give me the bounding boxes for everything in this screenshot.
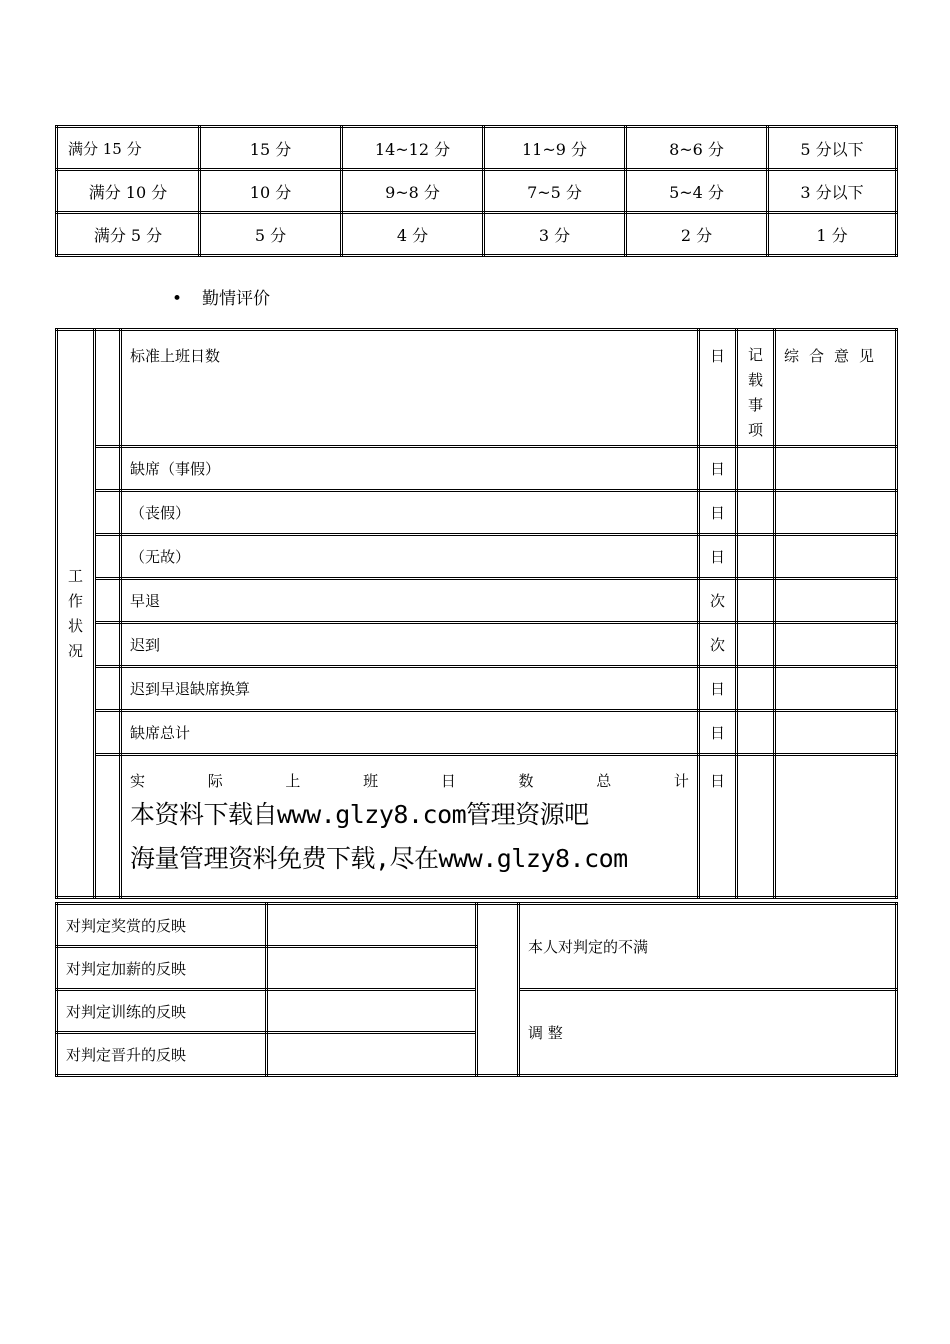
- score-cell: 14~12 分: [342, 127, 484, 170]
- attendance-row: [57, 330, 897, 447]
- score-cell: 5 分以下: [768, 127, 897, 170]
- row-label: 迟到早退缺席换算: [121, 667, 699, 711]
- score-row: [57, 127, 897, 170]
- spacer-cell: [477, 904, 519, 1076]
- score-cell: 5~4 分: [626, 170, 768, 213]
- blank-cell: [95, 535, 121, 579]
- score-cell: 10 分: [200, 170, 342, 213]
- reaction-value: [267, 904, 477, 947]
- blank-cell: [95, 667, 121, 711]
- score-label: 满分 5 分: [57, 213, 200, 256]
- score-cell: 2 分: [626, 213, 768, 256]
- record-char: 记: [747, 346, 763, 364]
- total-char: 计: [673, 772, 689, 790]
- score-cell: 4 分: [342, 213, 484, 256]
- attendance-row: [57, 711, 897, 755]
- record-cell: [737, 491, 775, 535]
- row-unit: 日: [699, 330, 737, 447]
- attendance-row: [57, 491, 897, 535]
- attendance-table: [55, 328, 898, 899]
- row-label: 早退: [121, 579, 699, 623]
- total-char: 日: [440, 772, 456, 790]
- record-char: 项: [747, 421, 763, 439]
- total-days-label: [130, 770, 697, 791]
- row-unit: 日: [699, 535, 737, 579]
- blank-cell: [95, 447, 121, 491]
- reaction-row: [57, 904, 897, 947]
- reaction-label: 对判定训练的反映: [57, 990, 267, 1033]
- attendance-row: [57, 447, 897, 491]
- total-days-cell: [121, 755, 699, 898]
- score-row: [57, 170, 897, 213]
- record-cell: [737, 623, 775, 667]
- record-cell: [737, 667, 775, 711]
- bullet-icon: •: [172, 289, 183, 309]
- reaction-value: [267, 947, 477, 990]
- watermark-line-1: 本资料下载自www.glzy8.com管理资源吧: [130, 800, 589, 829]
- record-cell: [737, 711, 775, 755]
- watermark-line-2: 海量管理资料免费下载,尽在www.glzy8.com: [130, 844, 628, 873]
- score-label: 满分 10 分: [57, 170, 200, 213]
- opinion-cell: [775, 711, 897, 755]
- row-unit: 日: [699, 755, 737, 898]
- total-char: 实: [130, 772, 146, 790]
- opinion-cell: [775, 623, 897, 667]
- record-cell: [737, 755, 775, 898]
- attendance-row: [57, 623, 897, 667]
- reaction-label: 对判定晋升的反映: [57, 1033, 267, 1076]
- score-cell: 8~6 分: [626, 127, 768, 170]
- dissatisfaction-label: 本人对判定的不满: [519, 904, 897, 990]
- section-title: 勤情评价: [202, 289, 270, 309]
- reaction-label: 对判定奖赏的反映: [57, 904, 267, 947]
- score-row: [57, 213, 897, 256]
- adjustment-label: 调 整: [519, 990, 897, 1076]
- side-char: 状: [67, 616, 83, 635]
- row-unit: 日: [699, 667, 737, 711]
- side-char: 工: [67, 566, 83, 585]
- record-cell: [737, 535, 775, 579]
- blank-cell: [95, 755, 121, 898]
- score-cell: 9~8 分: [342, 170, 484, 213]
- row-label: （丧假）: [121, 491, 699, 535]
- blank-cell: [95, 623, 121, 667]
- opinion-cell: [775, 447, 897, 491]
- blank-cell: [95, 491, 121, 535]
- row-label: 迟到: [121, 623, 699, 667]
- side-char: 作: [67, 591, 83, 610]
- opinion-cell: [775, 755, 897, 898]
- total-char: 数: [518, 772, 534, 790]
- score-cell: 5 分: [200, 213, 342, 256]
- attendance-row: [57, 535, 897, 579]
- record-cell: [737, 447, 775, 491]
- reaction-label: 对判定加薪的反映: [57, 947, 267, 990]
- total-char: 总: [596, 772, 612, 790]
- opinion-cell: [775, 535, 897, 579]
- opinion-label: 综合意见: [775, 330, 897, 447]
- score-cell: 3 分: [484, 213, 626, 256]
- reaction-value: [267, 1033, 477, 1076]
- reaction-table: [55, 902, 898, 1077]
- row-label: 缺席总计: [121, 711, 699, 755]
- section-heading: [172, 284, 270, 309]
- row-unit: 日: [699, 491, 737, 535]
- attendance-row: [57, 579, 897, 623]
- row-unit: 次: [699, 623, 737, 667]
- work-status-label: [57, 330, 95, 898]
- blank-cell: [95, 330, 121, 447]
- record-char: 载: [747, 371, 763, 389]
- score-cell: 1 分: [768, 213, 897, 256]
- score-cell: 7~5 分: [484, 170, 626, 213]
- score-table: [55, 125, 898, 257]
- score-cell: 11~9 分: [484, 127, 626, 170]
- record-label: [737, 330, 775, 447]
- reaction-value: [267, 990, 477, 1033]
- attendance-row: [57, 667, 897, 711]
- row-label: 标准上班日数: [121, 330, 699, 447]
- opinion-cell: [775, 667, 897, 711]
- blank-cell: [95, 579, 121, 623]
- score-cell: 3 分以下: [768, 170, 897, 213]
- record-char: 事: [747, 396, 763, 414]
- record-cell: [737, 579, 775, 623]
- total-char: 班: [363, 772, 379, 790]
- row-unit: 日: [699, 711, 737, 755]
- total-char: 际: [207, 772, 223, 790]
- row-label: （无故）: [121, 535, 699, 579]
- total-char: 上: [285, 772, 301, 790]
- attendance-row-total: [57, 755, 897, 898]
- score-cell: 15 分: [200, 127, 342, 170]
- row-label: 缺席（事假）: [121, 447, 699, 491]
- opinion-cell: [775, 491, 897, 535]
- side-char: 况: [67, 641, 83, 660]
- blank-cell: [95, 711, 121, 755]
- row-unit: 次: [699, 579, 737, 623]
- row-unit: 日: [699, 447, 737, 491]
- opinion-cell: [775, 579, 897, 623]
- score-label: 满分 15 分: [57, 127, 200, 170]
